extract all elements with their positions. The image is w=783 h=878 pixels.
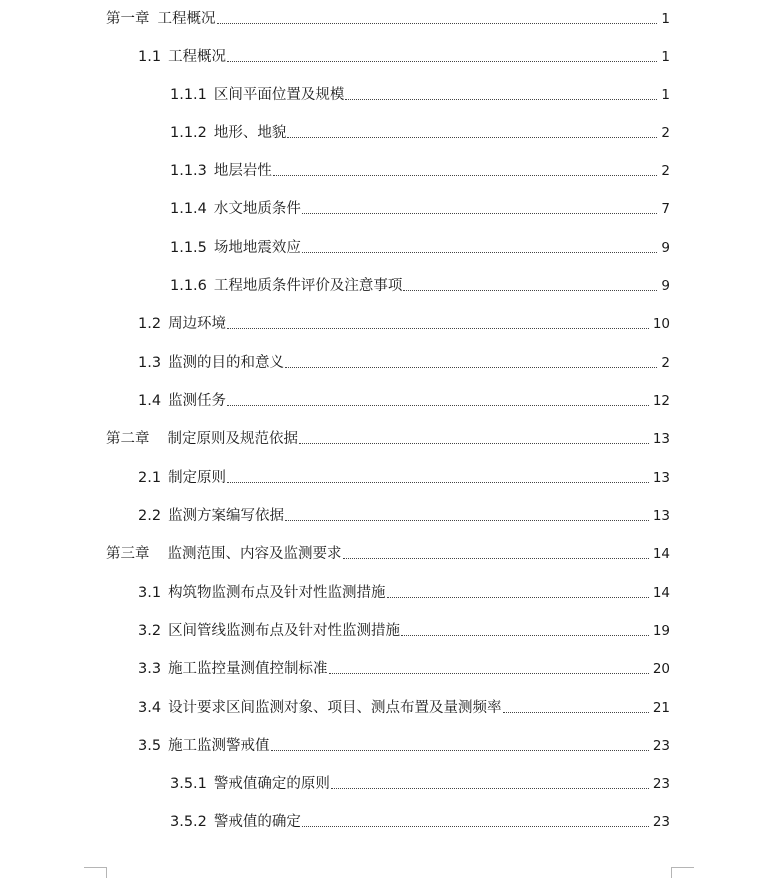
toc-page-number: 12 (652, 393, 670, 409)
toc-title: 水文地质条件 (213, 201, 301, 217)
toc-page-number: 7 (661, 201, 670, 217)
toc-title: 施工监控量测值控制标准 (168, 661, 328, 677)
toc-number: 1.4 (138, 393, 162, 409)
toc-number: 3.3 (138, 661, 162, 677)
toc-title: 构筑物监测布点及针对性监测措施 (168, 585, 386, 601)
toc-page-number: 21 (652, 700, 670, 716)
toc-title: 监测范围、内容及监测要求 (167, 546, 342, 562)
toc-number: 第一章 (106, 11, 150, 27)
toc-page-number: 23 (652, 776, 670, 792)
toc-entry-1-4[interactable] (138, 388, 670, 410)
toc-entry-chapter-3[interactable] (106, 541, 670, 563)
page-corner-mark-right (671, 867, 694, 878)
dot-leader (271, 750, 649, 751)
toc-page-number: 13 (652, 508, 670, 524)
toc-entry-2-2[interactable] (138, 503, 670, 525)
toc-number: 1.2 (138, 316, 162, 332)
dot-leader (302, 252, 658, 253)
dot-leader (227, 328, 649, 329)
toc-number: 1.1.1 (170, 87, 207, 103)
toc-page-number: 1 (661, 49, 670, 65)
toc-title: 设计要求区间监测对象、项目、测点布置及量测频率 (168, 700, 502, 716)
dot-leader (403, 290, 657, 291)
toc-title: 监测的目的和意义 (168, 355, 285, 371)
toc-number: 1.3 (138, 355, 162, 371)
toc-title: 监测任务 (168, 393, 227, 409)
toc-page-number: 13 (652, 470, 670, 486)
dot-leader (329, 673, 649, 674)
toc-entry-1-1-4[interactable] (170, 196, 670, 218)
dot-leader (401, 635, 649, 636)
dot-leader (273, 175, 658, 176)
toc-page-number: 14 (652, 546, 670, 562)
toc-number: 1.1.5 (170, 240, 207, 256)
toc-entry-3-1[interactable] (138, 580, 670, 602)
toc-page-number: 9 (661, 240, 670, 256)
toc-page-number: 23 (652, 738, 670, 754)
toc-page-number: 1 (661, 11, 670, 27)
toc-title: 制定原则及规范依据 (167, 431, 298, 447)
toc-entry-3-3[interactable] (138, 656, 670, 678)
toc-number: 1.1.2 (170, 125, 207, 141)
toc-number: 3.5 (138, 738, 162, 754)
toc-entry-1-1-1[interactable] (170, 82, 670, 104)
dot-leader (227, 61, 657, 62)
toc-page-number: 14 (652, 585, 670, 601)
page-corner-mark-left (84, 867, 107, 878)
toc-page-number: 13 (652, 431, 670, 447)
toc-title: 警戒值的确定 (213, 814, 301, 830)
toc-title: 警戒值确定的原则 (213, 776, 330, 792)
toc-entry-chapter-2[interactable] (106, 426, 670, 448)
toc-page-number: 1 (661, 87, 670, 103)
toc-title: 区间平面位置及规模 (213, 87, 345, 103)
toc-title: 工程概况 (157, 11, 216, 27)
toc-entry-1-3[interactable] (138, 350, 670, 372)
toc-page-number: 9 (661, 278, 670, 294)
toc-number: 3.1 (138, 585, 162, 601)
toc-entry-chapter-1[interactable] (106, 6, 670, 28)
dot-leader (503, 712, 649, 713)
toc-entry-3-5[interactable] (138, 733, 670, 755)
toc-number: 2.2 (138, 508, 162, 524)
toc-page-number: 19 (652, 623, 670, 639)
toc-title: 施工监测警戒值 (168, 738, 270, 754)
toc-page-number: 2 (661, 355, 670, 371)
toc-number: 3.5.2 (170, 814, 207, 830)
dot-leader (302, 213, 658, 214)
toc-title: 工程概况 (168, 49, 227, 65)
toc-title: 区间管线监测布点及针对性监测措施 (168, 623, 401, 639)
toc-number: 1.1.3 (170, 163, 207, 179)
toc-title: 场地地震效应 (213, 240, 301, 256)
toc-entry-1-1-5[interactable] (170, 235, 670, 257)
dot-leader (227, 482, 649, 483)
dot-leader (217, 23, 658, 24)
dot-leader (227, 405, 649, 406)
toc-title: 地层岩性 (213, 163, 272, 179)
toc-entry-1-1-6[interactable] (170, 273, 670, 295)
toc-number: 3.4 (138, 700, 162, 716)
toc-page-number: 2 (661, 125, 670, 141)
toc-entry-3-4[interactable] (138, 695, 670, 717)
toc-entry-1-1-2[interactable] (170, 120, 670, 142)
dot-leader (287, 137, 657, 138)
toc-entry-2-1[interactable] (138, 465, 670, 487)
toc-entry-3-2[interactable] (138, 618, 670, 640)
toc-entry-1-1[interactable] (138, 44, 670, 66)
toc-number: 1.1.6 (170, 278, 207, 294)
toc-number: 2.1 (138, 470, 162, 486)
toc-entry-1-2[interactable] (138, 311, 670, 333)
dot-leader (387, 597, 649, 598)
dot-leader (343, 558, 649, 559)
dot-leader (285, 520, 649, 521)
toc-number: 3.2 (138, 623, 162, 639)
toc-number: 1.1 (138, 49, 162, 65)
dot-leader (345, 99, 657, 100)
toc-title: 地形、地貌 (213, 125, 287, 141)
toc-entry-3-5-2[interactable] (170, 809, 670, 831)
toc-page-number: 2 (661, 163, 670, 179)
toc-page-number: 20 (652, 661, 670, 677)
toc-title: 制定原则 (168, 470, 227, 486)
toc-number: 1.1.4 (170, 201, 207, 217)
dot-leader (331, 788, 649, 789)
dot-leader (302, 826, 649, 827)
toc-page-number: 23 (652, 814, 670, 830)
toc-entry-1-1-3[interactable] (170, 158, 670, 180)
toc-title: 周边环境 (168, 316, 227, 332)
toc-number: 第二章 (106, 431, 150, 447)
toc-title: 监测方案编写依据 (168, 508, 285, 524)
dot-leader (299, 443, 649, 444)
toc-entry-3-5-1[interactable] (170, 771, 670, 793)
toc-title: 工程地质条件评价及注意事项 (213, 278, 403, 294)
toc-page-number: 10 (652, 316, 670, 332)
dot-leader (285, 367, 657, 368)
toc-number: 第三章 (106, 546, 150, 562)
toc-number: 3.5.1 (170, 776, 207, 792)
